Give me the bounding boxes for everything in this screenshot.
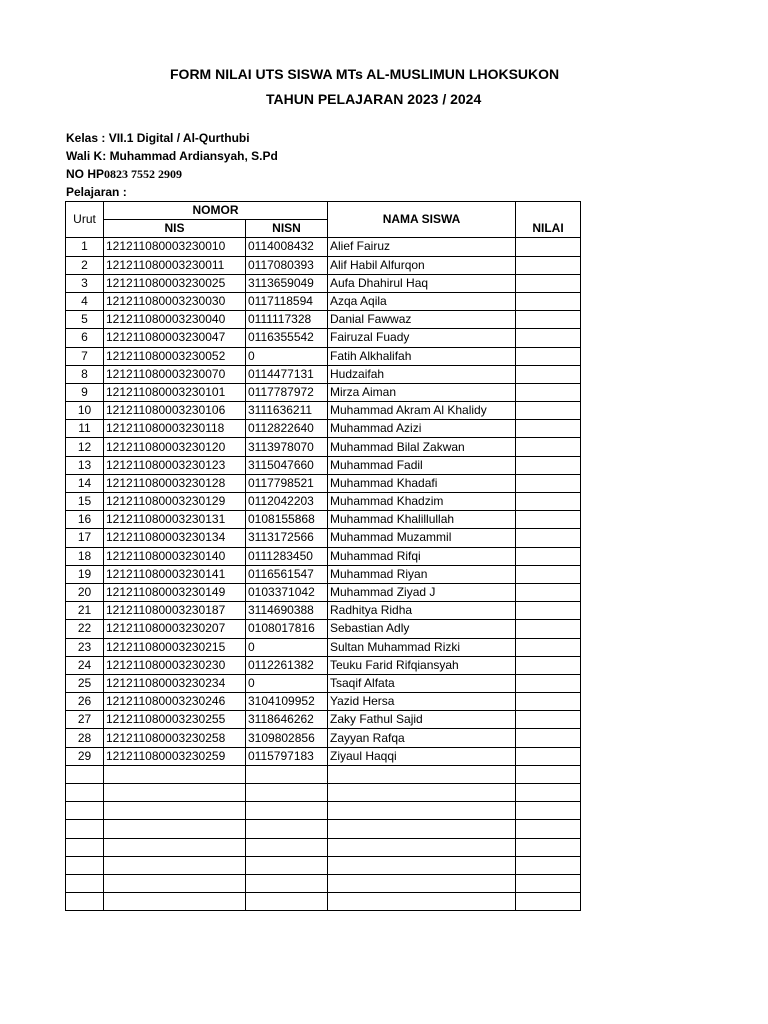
empty-cell[interactable] [516, 838, 581, 856]
name-cell: Tsaqif Alfata [328, 674, 516, 692]
table-row [66, 638, 581, 656]
table-row [66, 292, 581, 310]
name-cell: Muhammad Khadzim [328, 493, 516, 511]
name-cell: Muhammad Khalillullah [328, 511, 516, 529]
subject-label: Pelajaran : [66, 185, 127, 199]
urut-cell: 19 [66, 565, 104, 583]
empty-cell [66, 893, 104, 911]
name-cell: Muhammad Akram Al Khalidy [328, 402, 516, 420]
phone-label: NO HP [66, 167, 105, 181]
empty-cell [328, 893, 516, 911]
nisn-cell: 0112261382 [246, 656, 328, 674]
nisn-cell: 0117798521 [246, 474, 328, 492]
empty-cell [328, 820, 516, 838]
grades-table [65, 201, 581, 911]
empty-cell [104, 802, 246, 820]
nilai-cell[interactable] [516, 420, 581, 438]
nis-cell: 121211080003230207 [104, 620, 246, 638]
urut-cell: 18 [66, 547, 104, 565]
empty-row [66, 838, 581, 856]
nis-cell: 121211080003230011 [104, 256, 246, 274]
table-row [66, 438, 581, 456]
table-row [66, 693, 581, 711]
nis-cell: 121211080003230106 [104, 402, 246, 420]
empty-row [66, 874, 581, 892]
urut-cell: 3 [66, 274, 104, 292]
nilai-cell[interactable] [516, 402, 581, 420]
urut-cell: 17 [66, 529, 104, 547]
nisn-cell: 0 [246, 638, 328, 656]
urut-cell: 27 [66, 711, 104, 729]
nis-cell: 121211080003230047 [104, 329, 246, 347]
nisn-cell: 0117080393 [246, 256, 328, 274]
nis-cell: 121211080003230140 [104, 547, 246, 565]
table-row [66, 602, 581, 620]
name-cell: Hudzaifah [328, 365, 516, 383]
nis-cell: 121211080003230149 [104, 583, 246, 601]
header-nama-siswa: NAMA SISWA [328, 202, 516, 238]
name-cell: Mirza Aiman [328, 383, 516, 401]
empty-cell[interactable] [516, 820, 581, 838]
nis-cell: 121211080003230131 [104, 511, 246, 529]
name-cell: Alief Fairuz [328, 238, 516, 256]
academic-year-subtitle: TAHUN PELAJARAN 2023 / 2024 [266, 91, 482, 107]
class-value: VII.1 Digital / Al-Qurthubi [108, 131, 250, 145]
nilai-cell[interactable] [516, 438, 581, 456]
nilai-cell[interactable] [516, 620, 581, 638]
nis-cell: 121211080003230101 [104, 383, 246, 401]
table-row [66, 329, 581, 347]
nisn-cell: 3104109952 [246, 693, 328, 711]
table-row [66, 474, 581, 492]
empty-cell [328, 856, 516, 874]
header-nomor: NOMOR [104, 202, 328, 220]
nisn-cell: 0116355542 [246, 329, 328, 347]
nilai-cell[interactable] [516, 747, 581, 765]
urut-cell: 15 [66, 493, 104, 511]
empty-cell [66, 856, 104, 874]
name-cell: Azqa Aqila [328, 292, 516, 310]
nis-cell: 121211080003230255 [104, 711, 246, 729]
nis-cell: 121211080003230052 [104, 347, 246, 365]
table-row [66, 583, 581, 601]
empty-cell [246, 856, 328, 874]
table-row [66, 256, 581, 274]
empty-cell [66, 838, 104, 856]
nilai-cell[interactable] [516, 693, 581, 711]
nisn-cell: 3111636211 [246, 402, 328, 420]
nis-cell: 121211080003230258 [104, 729, 246, 747]
empty-cell [246, 820, 328, 838]
nis-cell: 121211080003230215 [104, 638, 246, 656]
nisn-cell: 0117787972 [246, 383, 328, 401]
homeroom-label: Wali K: [66, 149, 110, 163]
name-cell: Muhammad Muzammil [328, 529, 516, 547]
nisn-cell: 3109802856 [246, 729, 328, 747]
empty-row [66, 765, 581, 783]
table-row [66, 674, 581, 692]
empty-cell [328, 802, 516, 820]
urut-cell: 7 [66, 347, 104, 365]
nilai-cell[interactable] [516, 456, 581, 474]
nis-cell: 121211080003230010 [104, 238, 246, 256]
nisn-cell: 0112822640 [246, 420, 328, 438]
empty-row [66, 856, 581, 874]
nilai-cell[interactable] [516, 311, 581, 329]
empty-cell [104, 893, 246, 911]
urut-cell: 16 [66, 511, 104, 529]
name-cell: Muhammad Bilal Zakwan [328, 438, 516, 456]
urut-cell: 25 [66, 674, 104, 692]
homeroom-info [66, 149, 278, 163]
name-cell: Sultan Muhammad Rizki [328, 638, 516, 656]
table-row [66, 493, 581, 511]
urut-cell: 4 [66, 292, 104, 310]
nisn-cell: 0111283450 [246, 547, 328, 565]
nilai-cell[interactable] [516, 565, 581, 583]
name-cell: Zayyan Rafqa [328, 729, 516, 747]
nilai-cell[interactable] [516, 274, 581, 292]
name-cell: Muhammad Rifqi [328, 547, 516, 565]
empty-cell [66, 820, 104, 838]
nilai-cell[interactable] [516, 329, 581, 347]
empty-cell [246, 874, 328, 892]
nis-cell: 121211080003230123 [104, 456, 246, 474]
table-row [66, 365, 581, 383]
nilai-cell[interactable] [516, 529, 581, 547]
urut-cell: 12 [66, 438, 104, 456]
nilai-cell[interactable] [516, 674, 581, 692]
empty-cell [246, 765, 328, 783]
nilai-cell[interactable] [516, 638, 581, 656]
nilai-cell[interactable] [516, 602, 581, 620]
empty-cell [328, 765, 516, 783]
nisn-cell: 0114477131 [246, 365, 328, 383]
nis-cell: 121211080003230234 [104, 674, 246, 692]
urut-cell: 23 [66, 638, 104, 656]
empty-row [66, 820, 581, 838]
empty-cell [104, 856, 246, 874]
urut-cell: 21 [66, 602, 104, 620]
nis-cell: 121211080003230141 [104, 565, 246, 583]
empty-cell [104, 838, 246, 856]
urut-cell: 6 [66, 329, 104, 347]
urut-cell: 26 [66, 693, 104, 711]
nilai-cell[interactable] [516, 493, 581, 511]
nilai-cell[interactable] [516, 547, 581, 565]
name-cell: Muhammad Ziyad J [328, 583, 516, 601]
nis-cell: 121211080003230025 [104, 274, 246, 292]
urut-cell: 2 [66, 256, 104, 274]
nisn-cell: 0103371042 [246, 583, 328, 601]
name-cell: Danial Fawwaz [328, 311, 516, 329]
nisn-cell: 3115047660 [246, 456, 328, 474]
empty-row [66, 784, 581, 802]
empty-cell [246, 838, 328, 856]
nilai-cell[interactable] [516, 583, 581, 601]
nisn-cell: 3113172566 [246, 529, 328, 547]
nilai-cell[interactable] [516, 711, 581, 729]
header-nilai: NILAI [516, 202, 581, 238]
nilai-cell[interactable] [516, 383, 581, 401]
empty-cell[interactable] [516, 893, 581, 911]
nis-cell: 121211080003230128 [104, 474, 246, 492]
nisn-cell: 0112042203 [246, 493, 328, 511]
nisn-cell: 3118646262 [246, 711, 328, 729]
name-cell: Fairuzal Fuady [328, 329, 516, 347]
table-row [66, 383, 581, 401]
nilai-cell[interactable] [516, 474, 581, 492]
nis-cell: 121211080003230230 [104, 656, 246, 674]
urut-cell: 9 [66, 383, 104, 401]
phone-info [66, 167, 182, 182]
nis-cell: 121211080003230246 [104, 693, 246, 711]
nis-cell: 121211080003230129 [104, 493, 246, 511]
urut-cell: 13 [66, 456, 104, 474]
form-title: FORM NILAI UTS SISWA MTs AL-MUSLIMUN LHOKSUKON [170, 66, 560, 82]
nisn-cell: 3114690388 [246, 602, 328, 620]
nilai-cell[interactable] [516, 365, 581, 383]
name-cell: Muhammad Fadil [328, 456, 516, 474]
table-row [66, 274, 581, 292]
name-cell: Zaky Fathul Sajid [328, 711, 516, 729]
empty-cell [104, 784, 246, 802]
name-cell: Aufa Dhahirul Haq [328, 274, 516, 292]
table-row [66, 347, 581, 365]
nilai-cell[interactable] [516, 729, 581, 747]
nisn-cell: 0115797183 [246, 747, 328, 765]
empty-cell [328, 784, 516, 802]
nisn-cell: 0117118594 [246, 292, 328, 310]
name-cell: Alif Habil Alfurqon [328, 256, 516, 274]
empty-cell[interactable] [516, 765, 581, 783]
urut-cell: 14 [66, 474, 104, 492]
table-row [66, 711, 581, 729]
nilai-cell[interactable] [516, 238, 581, 256]
table-row [66, 402, 581, 420]
name-cell: Ziyaul Haqqi [328, 747, 516, 765]
nis-cell: 121211080003230040 [104, 311, 246, 329]
urut-cell: 28 [66, 729, 104, 747]
name-cell: Sebastian Adly [328, 620, 516, 638]
nis-cell: 121211080003230134 [104, 529, 246, 547]
urut-cell: 20 [66, 583, 104, 601]
urut-cell: 22 [66, 620, 104, 638]
empty-cell [104, 820, 246, 838]
nisn-cell: 0108017816 [246, 620, 328, 638]
nisn-cell: 0108155868 [246, 511, 328, 529]
header-urut: Urut [66, 202, 104, 238]
nilai-cell[interactable] [516, 292, 581, 310]
empty-row [66, 893, 581, 911]
empty-cell [104, 874, 246, 892]
nis-cell: 121211080003230120 [104, 438, 246, 456]
empty-cell [66, 765, 104, 783]
empty-cell[interactable] [516, 784, 581, 802]
table-row [66, 420, 581, 438]
nisn-cell: 3113659049 [246, 274, 328, 292]
empty-cell[interactable] [516, 874, 581, 892]
empty-row [66, 802, 581, 820]
table-row [66, 729, 581, 747]
table-row [66, 456, 581, 474]
table-row [66, 565, 581, 583]
name-cell: Radhitya Ridha [328, 602, 516, 620]
urut-cell: 29 [66, 747, 104, 765]
empty-cell [328, 838, 516, 856]
table-row [66, 547, 581, 565]
nisn-cell: 0114008432 [246, 238, 328, 256]
nilai-cell[interactable] [516, 656, 581, 674]
nisn-cell: 0111117328 [246, 311, 328, 329]
nisn-cell: 3113978070 [246, 438, 328, 456]
empty-cell [66, 874, 104, 892]
table-row [66, 747, 581, 765]
empty-cell [66, 802, 104, 820]
urut-cell: 8 [66, 365, 104, 383]
empty-cell [246, 802, 328, 820]
table-row [66, 529, 581, 547]
name-cell: Muhammad Azizi [328, 420, 516, 438]
homeroom-value: Muhammad Ardiansyah, S.Pd [109, 149, 278, 163]
table-row [66, 620, 581, 638]
header-nisn: NISN [246, 220, 328, 238]
empty-cell[interactable] [516, 802, 581, 820]
nis-cell: 121211080003230187 [104, 602, 246, 620]
name-cell: Teuku Farid Rifqiansyah [328, 656, 516, 674]
urut-cell: 1 [66, 238, 104, 256]
table-row [66, 511, 581, 529]
empty-cell [66, 784, 104, 802]
empty-cell[interactable] [516, 856, 581, 874]
name-cell: Yazid Hersa [328, 693, 516, 711]
table-body [66, 238, 581, 911]
table-row [66, 238, 581, 256]
urut-cell: 5 [66, 311, 104, 329]
empty-cell [246, 893, 328, 911]
class-info [66, 131, 250, 145]
empty-cell [104, 765, 246, 783]
table-row [66, 656, 581, 674]
nilai-cell[interactable] [516, 256, 581, 274]
urut-cell: 11 [66, 420, 104, 438]
nisn-cell: 0116561547 [246, 565, 328, 583]
nilai-cell[interactable] [516, 347, 581, 365]
name-cell: Fatih Alkhalifah [328, 347, 516, 365]
nis-cell: 121211080003230070 [104, 365, 246, 383]
table-row [66, 311, 581, 329]
empty-cell [328, 874, 516, 892]
phone-value: 0823 7552 2909 [104, 167, 183, 181]
nis-cell: 121211080003230118 [104, 420, 246, 438]
class-label: Kelas : [66, 131, 109, 145]
nis-cell: 121211080003230259 [104, 747, 246, 765]
name-cell: Muhammad Khadafi [328, 474, 516, 492]
urut-cell: 10 [66, 402, 104, 420]
nisn-cell: 0 [246, 347, 328, 365]
nis-cell: 121211080003230030 [104, 292, 246, 310]
empty-cell [246, 784, 328, 802]
urut-cell: 24 [66, 656, 104, 674]
nisn-cell: 0 [246, 674, 328, 692]
header-nis: NIS [104, 220, 246, 238]
nilai-cell[interactable] [516, 511, 581, 529]
name-cell: Muhammad Riyan [328, 565, 516, 583]
